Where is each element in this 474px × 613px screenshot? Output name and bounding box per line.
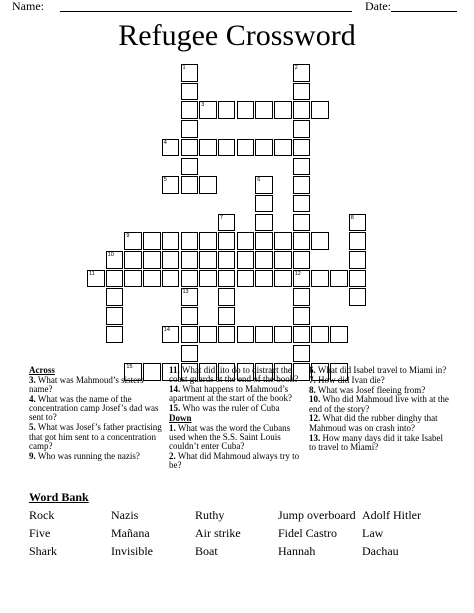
- across-clue: 4. What was the name of the concentration camp Josef’s dad was sent to?: [29, 393, 159, 423]
- crossword-cell[interactable]: [293, 326, 311, 344]
- across-clue: 14. What happens to Mahmoud’s apartment at the start of the book?: [169, 384, 292, 404]
- crossword-cell[interactable]: [199, 270, 217, 288]
- crossword-cell[interactable]: [218, 326, 236, 344]
- crossword-cell[interactable]: [181, 64, 199, 82]
- crossword-cell[interactable]: [199, 251, 217, 269]
- crossword-cell[interactable]: [181, 251, 199, 269]
- crossword-cell[interactable]: [274, 101, 292, 119]
- clue-number: 14: [163, 326, 170, 333]
- crossword-cell[interactable]: [311, 101, 329, 119]
- clue-number: 4: [163, 139, 167, 146]
- word-bank-item: Ruthy: [195, 508, 225, 522]
- crossword-cell[interactable]: [255, 270, 273, 288]
- crossword-cell[interactable]: [293, 307, 311, 325]
- crossword-cell[interactable]: [106, 307, 124, 325]
- crossword-cell[interactable]: [349, 251, 367, 269]
- clue-number: 12: [294, 270, 301, 277]
- crossword-cell[interactable]: [181, 101, 199, 119]
- crossword-cell[interactable]: [349, 288, 367, 306]
- clue-number: 5: [163, 177, 167, 184]
- crossword-cell[interactable]: [218, 288, 236, 306]
- down-clue: 13. How many days did it take Isabel to travel to Miami?: [309, 432, 443, 452]
- crossword-cell[interactable]: [218, 307, 236, 325]
- crossword-cell[interactable]: [330, 270, 348, 288]
- crossword-cell[interactable]: [87, 270, 105, 288]
- crossword-cell[interactable]: [124, 232, 142, 250]
- crossword-cell[interactable]: [293, 195, 311, 213]
- down-heading: Down: [169, 412, 192, 423]
- word-bank-item: Hannah: [278, 544, 316, 558]
- crossword-cell[interactable]: [218, 139, 236, 157]
- crossword-cell[interactable]: [293, 270, 311, 288]
- clues-column-3: [309, 366, 449, 453]
- across-clue: 11. What did lito do to distract the coast guards at the end of the book?: [169, 365, 299, 385]
- crossword-cell[interactable]: [181, 270, 199, 288]
- crossword-cell[interactable]: [237, 101, 255, 119]
- date-label: Date:: [365, 0, 391, 13]
- crossword-cell[interactable]: [181, 139, 199, 157]
- down-clue: 2. What did Mahmoud always try to be?: [169, 451, 300, 471]
- crossword-cell[interactable]: [255, 214, 273, 232]
- crossword-cell[interactable]: [293, 158, 311, 176]
- crossword-cell[interactable]: [237, 270, 255, 288]
- name-label: Name:: [12, 0, 44, 13]
- clues-column-2: [169, 366, 303, 471]
- crossword-cell[interactable]: [237, 139, 255, 157]
- crossword-cell[interactable]: [199, 232, 217, 250]
- crossword-cell[interactable]: [162, 139, 180, 157]
- crossword-cell[interactable]: [255, 101, 273, 119]
- crossword-cell[interactable]: [293, 214, 311, 232]
- crossword-cell[interactable]: [255, 232, 273, 250]
- crossword-cell[interactable]: [181, 326, 199, 344]
- crossword-cell[interactable]: [143, 270, 161, 288]
- crossword-cell[interactable]: [106, 288, 124, 306]
- word-bank-item: Shark: [29, 544, 57, 558]
- crossword-cell[interactable]: [181, 345, 199, 363]
- crossword-cell[interactable]: [124, 251, 142, 269]
- across-clue: 3. What was Mahmoud’s sisters name?: [29, 374, 144, 395]
- across-heading: Across: [29, 365, 55, 375]
- word-bank-item: Fidel Castro: [278, 526, 337, 540]
- crossword-cell[interactable]: [237, 232, 255, 250]
- crossword-cell[interactable]: [218, 232, 236, 250]
- down-clue: 1. What was the word the Cubans used when the S.S. Saint Louis couldn’t enter Cuba?: [169, 422, 291, 452]
- crossword-cell[interactable]: [293, 83, 311, 101]
- crossword-cell[interactable]: [293, 101, 311, 119]
- across-clue: 9. Who was running the nazis?: [29, 450, 140, 461]
- across-clue: 5. What was Josef’s father practising that got him sent to a concentration camp?: [29, 422, 162, 451]
- crossword-cell[interactable]: [274, 251, 292, 269]
- crossword-cell[interactable]: [218, 251, 236, 269]
- crossword-cell[interactable]: [181, 83, 199, 101]
- across-clue: 15. Who was the ruler of Cuba: [169, 403, 280, 414]
- crossword-cell[interactable]: [293, 232, 311, 250]
- crossword-cell[interactable]: [218, 270, 236, 288]
- crossword-cell[interactable]: [181, 176, 199, 194]
- crossword-cell[interactable]: [274, 232, 292, 250]
- crossword-cell[interactable]: [181, 232, 199, 250]
- crossword-cell[interactable]: [106, 251, 124, 269]
- crossword-cell[interactable]: [199, 176, 217, 194]
- crossword-cell[interactable]: [162, 251, 180, 269]
- crossword-cell[interactable]: [199, 101, 217, 119]
- crossword-cell[interactable]: [181, 120, 199, 138]
- crossword-cell[interactable]: [274, 326, 292, 344]
- crossword-cell[interactable]: [349, 270, 367, 288]
- crossword-cell[interactable]: [349, 232, 367, 250]
- crossword-cell[interactable]: [162, 232, 180, 250]
- clue-number: 1: [182, 65, 186, 71]
- clue-number: 10: [107, 252, 114, 258]
- crossword-cell[interactable]: [143, 232, 161, 250]
- crossword-cell[interactable]: [181, 158, 199, 176]
- crossword-cell[interactable]: [218, 214, 236, 232]
- crossword-cell[interactable]: [199, 326, 217, 344]
- down-clue: 7. How did Ivan die?: [309, 374, 385, 385]
- crossword-cell[interactable]: [349, 214, 367, 232]
- crossword-cell[interactable]: [293, 64, 311, 82]
- crossword-cell[interactable]: [218, 101, 236, 119]
- clue-number: 2: [294, 65, 298, 71]
- crossword-cell[interactable]: [293, 139, 311, 157]
- clue-number: 7: [219, 214, 223, 221]
- clue-number: 8: [350, 214, 354, 221]
- word-bank-item: Boat: [195, 544, 218, 558]
- crossword-cell[interactable]: [255, 326, 273, 344]
- word-bank-title: Word Bank: [29, 490, 89, 504]
- crossword-cell[interactable]: [293, 120, 311, 138]
- down-clue: 6. What did Isabel travel to Miami in?: [309, 365, 447, 375]
- clue-number: 15: [126, 364, 133, 371]
- clue-number: 11: [89, 270, 95, 277]
- word-bank-item: Invisible: [111, 544, 153, 558]
- crossword-cell[interactable]: [106, 326, 124, 344]
- page-title: Refugee Crossword: [118, 19, 356, 52]
- down-clue: 12. What did the rubber dinghy that Mahmoud was on crash into?: [309, 413, 438, 433]
- crossword-cell[interactable]: [181, 307, 199, 325]
- word-bank-item: Adolf Hitler: [362, 508, 421, 522]
- crossword-cell[interactable]: [293, 345, 311, 363]
- down-clue: 8. What was Josef fleeing from?: [309, 384, 426, 395]
- crossword-cell[interactable]: [181, 288, 199, 306]
- crossword-cell[interactable]: [255, 195, 273, 213]
- word-bank-item: Jump overboard: [278, 508, 356, 522]
- crossword-cell[interactable]: [293, 288, 311, 306]
- clue-number: 3: [201, 102, 205, 109]
- word-bank-item: Mañana: [111, 526, 150, 540]
- crossword-cell[interactable]: [255, 251, 273, 269]
- word-bank-item: Five: [29, 526, 51, 540]
- word-bank-item: Rock: [29, 508, 55, 522]
- crossword-cell[interactable]: [330, 326, 348, 344]
- crossword-cell[interactable]: [311, 270, 329, 288]
- crossword-cell[interactable]: [293, 176, 311, 194]
- clues-column-1: [29, 366, 165, 461]
- crossword-cell[interactable]: [274, 270, 292, 288]
- down-clue: 10. Who did Mahmoud live with at the end of the story?: [309, 394, 449, 414]
- crossword-cell[interactable]: [237, 326, 255, 344]
- word-bank-item: Nazis: [111, 508, 139, 522]
- crossword-cell[interactable]: [106, 270, 124, 288]
- crossword-cell[interactable]: [293, 251, 311, 269]
- clue-number: 6: [257, 177, 261, 184]
- crossword-cell[interactable]: [237, 251, 255, 269]
- crossword-cell[interactable]: [199, 139, 217, 157]
- crossword-cell[interactable]: [311, 326, 329, 344]
- crossword-cell[interactable]: [162, 326, 180, 344]
- crossword-cell[interactable]: [274, 139, 292, 157]
- word-bank-item: Dachau: [362, 544, 399, 558]
- crossword-cell[interactable]: [255, 139, 273, 157]
- crossword-cell[interactable]: [162, 176, 180, 194]
- word-bank-item: Law: [362, 526, 384, 540]
- crossword-cell[interactable]: [124, 270, 142, 288]
- crossword-cell[interactable]: [255, 176, 273, 194]
- word-bank-item: Air strike: [195, 526, 241, 540]
- clue-number: 13: [182, 289, 189, 296]
- crossword-cell[interactable]: [143, 251, 161, 269]
- crossword-cell[interactable]: [311, 232, 329, 250]
- clue-number: 9: [126, 233, 130, 240]
- crossword-cell[interactable]: [162, 270, 180, 288]
